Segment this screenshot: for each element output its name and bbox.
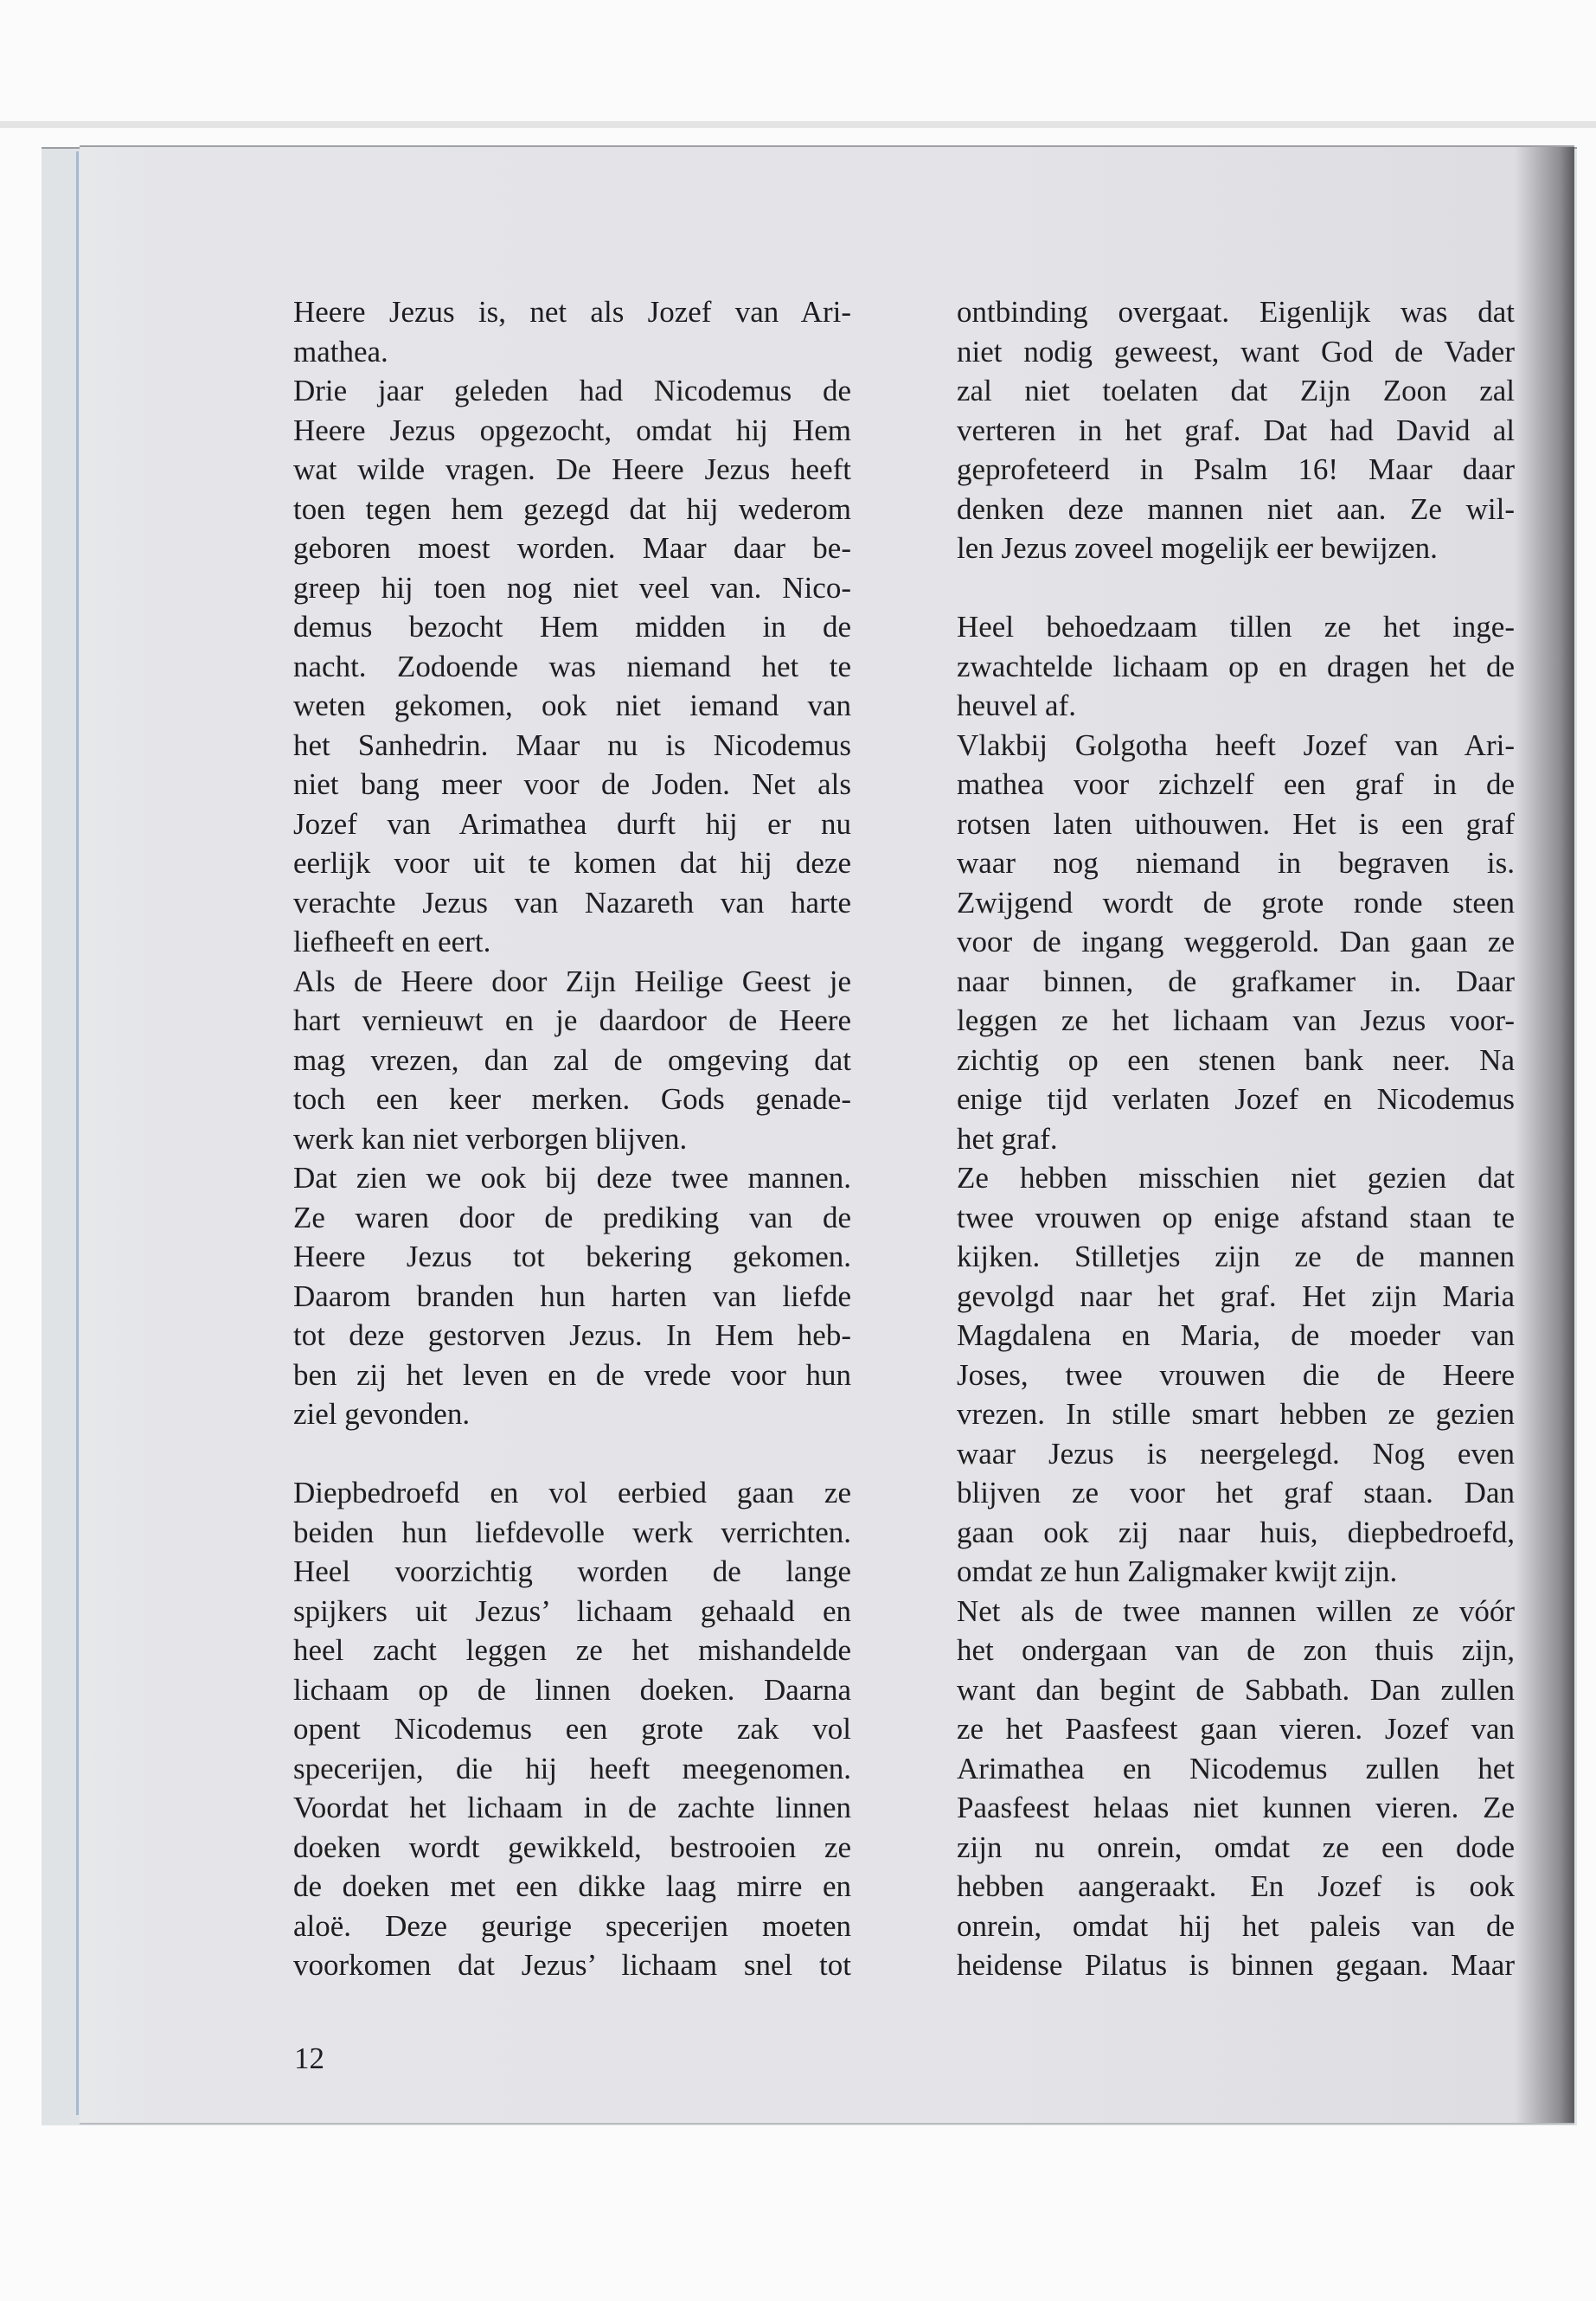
page-number: 12 (294, 2041, 324, 2075)
text-line: Jozef van Arimathea durft hij er nu (293, 806, 851, 841)
text-column-left (293, 292, 851, 1985)
text-line: Drie jaar geleden had Nicodemus de (293, 374, 851, 407)
paragraph (957, 607, 1515, 726)
text-line: len Jezus zoveel mogelijk eer bewijzen. (957, 531, 1438, 565)
text-line: zichtig op een stenen bank neer. Na (957, 1042, 1515, 1077)
text-line: enige tijd verlaten Jozef en Nicodemus (957, 1082, 1515, 1116)
text-line: demus bezocht Hem midden in de (293, 610, 851, 644)
paragraph (957, 726, 1515, 1159)
text-line: Voordat het lichaam in de zachte linnen (293, 1791, 851, 1824)
text-line: gevolgd naar het graf. Het zijn Maria (957, 1279, 1515, 1313)
text-line: heuvel af. (957, 689, 1076, 722)
text-line: leggen ze het lichaam van Jezus voor- (957, 1003, 1515, 1037)
text-line: opent Nicodemus een grote zak vol (293, 1712, 851, 1746)
text-line: ziel gevonden. (293, 1397, 471, 1431)
text-line: Zwijgend wordt de grote ronde steen (957, 885, 1515, 920)
text-line: ben zij het leven en de vrede voor hun (293, 1357, 851, 1392)
paragraph (293, 962, 851, 1159)
text-line: doeken wordt gewikkeld, bestrooien ze (293, 1830, 851, 1864)
text-line: zwachtelde lichaam op en dragen het de (957, 649, 1515, 683)
text-line: voorkomen dat Jezus’ lichaam snel tot (293, 1948, 851, 1982)
text-line: nacht. Zodoende was niemand het te (293, 649, 851, 683)
text-line: zal niet toelaten dat Zijn Zoon zal (957, 374, 1515, 407)
text-line: blijven ze voor het graf staan. Dan (957, 1476, 1515, 1509)
text-line: niet bang meer voor de Joden. Net als (293, 767, 851, 801)
text-line: kijken. Stilletjes zijn ze de mannen (957, 1240, 1515, 1273)
text-line: geprofeteerd in Psalm 16! Maar daar (957, 452, 1515, 486)
text-line: Heere Jezus tot bekering gekomen. (293, 1240, 851, 1273)
text-line: het graf. (957, 1121, 1058, 1156)
page-edge-line (76, 151, 79, 2115)
text-line: spijkers uit Jezus’ lichaam gehaald en (293, 1593, 851, 1628)
text-line: verachte Jezus van Nazareth van harte (293, 885, 851, 920)
text-line: Vlakbij Golgotha heeft Jozef van Ari- (957, 727, 1515, 762)
text-line: specerijen, die hij heeft meegenomen. (293, 1751, 851, 1785)
text-line: heel zacht leggen ze het mishandelde (293, 1633, 851, 1667)
text-line: Net als de twee mannen willen ze vóór (957, 1593, 1515, 1628)
text-line: toen tegen hem gezegd dat hij wederom (293, 491, 851, 526)
text-line: Paasfeest helaas niet kunnen vieren. Ze (957, 1791, 1515, 1824)
text-line: denken deze mannen niet aan. Ze wil- (957, 491, 1515, 526)
text-line: Magdalena en Maria, de moeder van (957, 1318, 1515, 1352)
text-line: Joses, twee vrouwen die de Heere (957, 1357, 1515, 1392)
text-line: omdat ze hun Zaligmaker kwijt zijn. (957, 1554, 1398, 1588)
text-line: Daarom branden hun harten van liefde (293, 1279, 851, 1313)
paragraph-gap (957, 568, 1515, 608)
text-line: waar nog niemand in begraven is. (957, 846, 1515, 880)
paragraph-gap (293, 1434, 851, 1474)
text-line: lichaam op de linnen doeken. Daarna (293, 1672, 851, 1707)
text-line: ontbinding overgaat. Eigenlijk was dat (957, 295, 1515, 329)
paragraph (957, 292, 1515, 568)
text-line: Diepbedroefd en vol eerbied gaan ze (293, 1476, 851, 1509)
text-line: weten gekomen, ook niet iemand van (293, 689, 851, 722)
text-line: werk kan niet verborgen blijven. (293, 1121, 688, 1156)
text-line: aloë. Deze geurige specerijen moeten (293, 1908, 851, 1943)
text-line: greep hij toen nog niet veel van. Nico- (293, 570, 851, 605)
text-line: liefheeft en eert. (293, 925, 491, 958)
text-line: Dat zien we ook bij deze twee mannen. (293, 1161, 851, 1195)
text-column-right (957, 292, 1515, 1985)
text-line: verteren in het graf. Dat had David al (957, 413, 1515, 447)
paragraph (957, 1592, 1515, 1985)
text-line: want dan begint de Sabbath. Dan zullen (957, 1672, 1515, 1707)
text-line: Heere Jezus opgezocht, omdat hij Hem (293, 413, 851, 447)
text-line: Als de Heere door Zijn Heilige Geest je (293, 964, 851, 998)
text-line: voor de ingang weggerold. Dan gaan ze (957, 925, 1515, 958)
text-line: onrein, omdat hij het paleis van de (957, 1908, 1515, 1943)
text-line: eerlijk voor uit te komen dat hij deze (293, 846, 851, 880)
text-line: vrezen. In stille smart hebben ze gezien (957, 1397, 1515, 1431)
text-line: geboren moest worden. Maar daar be- (293, 531, 851, 565)
paragraph (293, 371, 851, 962)
text-line: het Sanhedrin. Maar nu is Nicodemus (293, 727, 851, 762)
paragraph (293, 1158, 851, 1434)
paragraph (293, 1473, 851, 1985)
text-line: heidense Pilatus is binnen gegaan. Maar (957, 1948, 1515, 1982)
text-line: twee vrouwen op enige afstand staan te (957, 1200, 1515, 1234)
text-line: Arimathea en Nicodemus zullen het (957, 1751, 1515, 1785)
text-line: gaan ook zij naar huis, diepbedroefd, (957, 1515, 1515, 1549)
text-line: niet nodig geweest, want God de Vader (957, 334, 1515, 369)
text-line: Heel voorzichtig worden de lange (293, 1554, 851, 1588)
text-line: waar Jezus is neergelegd. Nog even (957, 1436, 1515, 1471)
text-line: ze het Paasfeest gaan vieren. Jozef van (957, 1712, 1515, 1746)
text-line: zijn nu onrein, omdat ze een dode (957, 1830, 1515, 1864)
text-line: beiden hun liefdevolle werk verrichten. (293, 1515, 851, 1549)
paragraph (293, 292, 851, 371)
paragraph (957, 1158, 1515, 1592)
text-line: Heere Jezus is, net als Jozef van Ari- (293, 295, 851, 329)
text-line: de doeken met een dikke laag mirre en (293, 1869, 851, 1903)
text-line: tot deze gestorven Jezus. In Hem heb- (293, 1318, 851, 1352)
text-line: rotsen laten uithouwen. Het is een graf (957, 806, 1515, 841)
text-line: naar binnen, de grafkamer in. Daar (957, 964, 1515, 998)
text-line: mathea. (293, 334, 388, 369)
text-line: Heel behoedzaam tillen ze het inge- (957, 610, 1515, 644)
text-line: hebben aangeraakt. En Jozef is ook (957, 1869, 1515, 1903)
text-line: mag vrezen, dan zal de omgeving dat (293, 1042, 851, 1077)
text-line: toch een keer merken. Gods genade- (293, 1082, 851, 1116)
text-line: wat wilde vragen. De Heere Jezus heeft (293, 452, 851, 486)
text-line: mathea voor zichzelf een graf in de (957, 767, 1515, 801)
text-line: Ze hebben misschien niet gezien dat (957, 1161, 1515, 1195)
scan-border (0, 121, 1596, 128)
text-line: hart vernieuwt en je daardoor de Heere (293, 1003, 851, 1037)
text-line: het ondergaan van de zon thuis zijn, (957, 1633, 1515, 1667)
text-line: Ze waren door de prediking van de (293, 1200, 851, 1234)
